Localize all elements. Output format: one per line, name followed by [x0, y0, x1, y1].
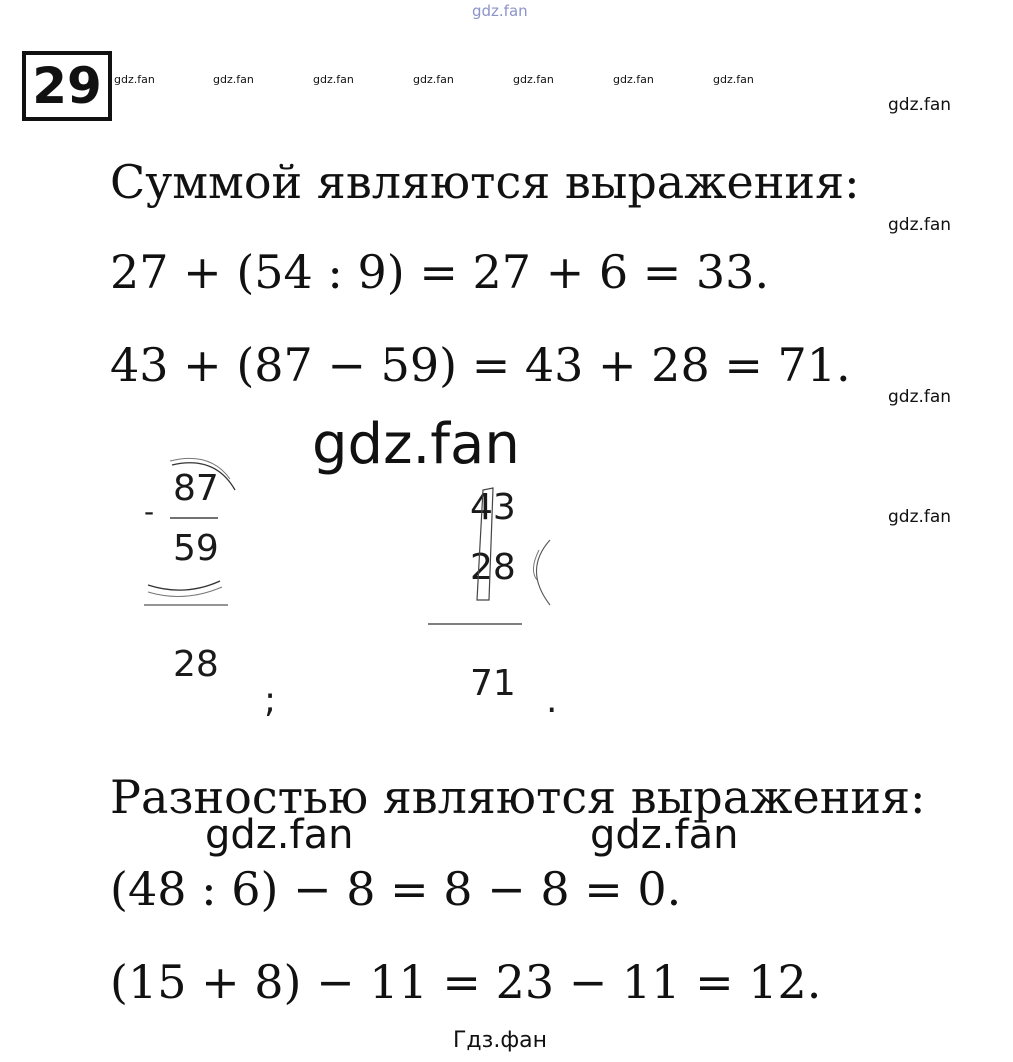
separator-semicolon: ; [264, 680, 277, 721]
column-second-addend: 28 [470, 547, 516, 588]
watermark-right: gdz.fan [888, 387, 952, 407]
sum-heading: Суммой являются выражения: [110, 155, 860, 209]
watermark-right: gdz.fan [888, 215, 952, 235]
separator-period: . [546, 680, 558, 721]
watermark-top: gdz.fan [472, 2, 528, 20]
column-first-addend: 43 [470, 487, 516, 528]
difference-heading: Разностью являются выражения: [110, 770, 926, 824]
watermark-small: gdz.fan [413, 73, 454, 86]
column-addition-marks [425, 480, 555, 630]
difference-expression: (48 : 6) − 8 = 8 − 8 = 0. [110, 862, 682, 916]
task-number [22, 51, 112, 121]
watermark-bottom: Гдз.фан [453, 1028, 547, 1053]
watermark-big: gdz.fan [312, 412, 520, 477]
watermark-small: gdz.fan [114, 73, 155, 86]
difference-expression: (15 + 8) − 11 = 23 − 11 = 12. [110, 955, 822, 1009]
column-subtrahend: 59 [173, 528, 219, 569]
watermark-small: gdz.fan [713, 73, 754, 86]
column-minuend: 87 [173, 468, 219, 509]
task-number-text: 29 [32, 57, 102, 115]
watermark-small: gdz.fan [613, 73, 654, 86]
minus-sign: - [144, 495, 155, 528]
column-sum: 71 [470, 663, 516, 704]
watermark-mid-right: gdz.fan [590, 812, 739, 858]
watermark-right: gdz.fan [888, 507, 952, 527]
watermark-small: gdz.fan [313, 73, 354, 86]
column-result: 28 [173, 644, 219, 685]
sum-expression: 27 + (54 : 9) = 27 + 6 = 33. [110, 245, 770, 299]
watermark-small: gdz.fan [213, 73, 254, 86]
watermark-right: gdz.fan [888, 95, 952, 115]
watermark-small: gdz.fan [513, 73, 554, 86]
watermark-mid-left: gdz.fan [205, 812, 354, 858]
sum-expression: 43 + (87 − 59) = 43 + 28 = 71. [110, 338, 851, 392]
